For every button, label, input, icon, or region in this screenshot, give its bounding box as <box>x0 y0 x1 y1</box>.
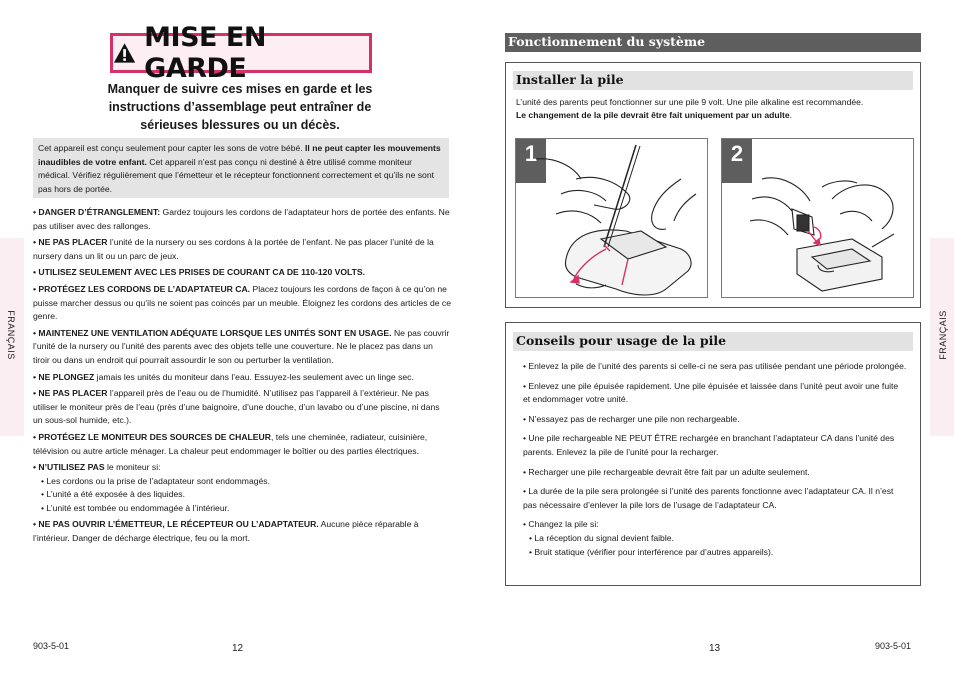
safety-bullet <box>33 266 451 280</box>
change-battery-item: • Bruit statique (vérifier pour interférence par d’autres appareils). <box>529 546 774 557</box>
safety-bullet <box>33 283 451 324</box>
figure-2 <box>721 138 914 298</box>
note-text-a: Cet appareil est conçu seulement pour capter les sons de votre bébé. <box>38 143 306 153</box>
bullet-heading: • PROTÉGEZ LE MONITEUR DES SOURCES DE CHALEUR <box>33 431 271 442</box>
section-title: Fonctionnement du système <box>505 33 921 52</box>
battery-insert-illustration <box>722 139 914 298</box>
battery-bold-text: Le changement de la pile devrait être fait uniquement par un adulte <box>516 110 790 120</box>
bullet-text: l’appareil près de l’eau ou de l’humidité. N’utilisez pas l’appareil à l’extérieur. Ne pas utiliser le moniteur près de l’eau (près d’une baignoire, d’une douche, d’un lavabo ou d’une piscine, ni dans un sous-sol humide, etc.). <box>33 388 440 426</box>
tip-item: • Enlevez une pile épuisée rapidement. Une pile épuisée et laissée dans l’unité peut avoir une fuite et endommager votre unité. <box>523 380 899 405</box>
battery-door-illustration <box>516 139 708 298</box>
safety-bullet-no-use <box>33 461 451 475</box>
battery-text: L’unité des parents peut fonctionner sur une pile 9 volt. Une pile alkaline est recommandée. <box>516 97 864 107</box>
tip-item: • Recharger une pile rechargeable devrait être fait par un adulte seulement. <box>523 466 810 477</box>
warning-intro: Manquer de suivre ces mises en garde et les instructions d’assemblage peut entraîner de sérieuses blessures ou un décès. <box>107 82 373 132</box>
safety-bullet <box>33 236 451 263</box>
note-text-c: Cet appareil n’est pas conçu ni destiné à être utilisé comme moniteur médical. Vérifiez régulièrement que l’émetteur et le récepteur fonctionnent correctement et qu’ils ne sont pas hors de portée. <box>38 156 434 194</box>
tip-item: • La durée de la pile sera prolongée si l’unité des parents fonctionne avec l’adaptateur CA. Il n’est pas nécessaire d’enlever la pile lors de l’usage de l’adaptateur CA. <box>523 486 894 510</box>
safety-bullet <box>33 371 451 385</box>
tip-item: • Une pile rechargeable NE PEUT ÊTRE rechargée en branchant l’adaptateur CA dans l’unité des parents. Enlevez la pile de l’unité pour la recharger. <box>523 433 895 457</box>
warning-title: MISE EN GARDE <box>144 22 266 84</box>
battery-tips-title: Conseils pour usage de la pile <box>513 332 913 351</box>
warning-triangle-icon <box>113 42 136 64</box>
note-bold: Il ne peut capter les mouvements inaudibles de votre enfant. <box>38 143 441 167</box>
figure-number: 2 <box>722 139 752 183</box>
tip-item: • N’essayez pas de recharger une pile non rechargeable. <box>523 413 740 424</box>
bullet-text: Aucune pièce réparable à l’intérieur. Danger de décharge électrique, feu ou la mort. <box>33 519 419 544</box>
bullet-heading: • NE PAS PLACER <box>33 388 108 399</box>
safety-bullet <box>33 387 451 428</box>
left-side-label: FRANÇAIS <box>5 310 16 360</box>
figure-number: 1 <box>516 139 546 183</box>
no-use-item: • Les cordons ou la prise de l’adaptateur sont endommagés. <box>41 475 270 486</box>
safety-bullet <box>33 327 451 368</box>
right-footer-code: 903-5-01 <box>875 641 912 651</box>
battery-install-text <box>516 96 916 122</box>
bullet-text: l’unité de la nursery ou ses cordons à la portée de l’enfant. Ne pas placer l’unité de la nursery dans un lit ou un parc de jeux. <box>33 237 434 261</box>
warning-banner <box>110 22 372 84</box>
battery-tips-list <box>517 360 907 565</box>
usage-note <box>33 138 449 198</box>
tip-item: • Enlevez la pile de l’unité des parents si celle-ci ne sera pas utilisée pendant une période prolongée. <box>523 361 907 371</box>
bullet-heading: • NE PAS OUVRIR L’ÉMETTEUR, LE RÉCEPTEUR OU L’ADAPTATEUR. <box>33 519 319 530</box>
change-battery-item: • La réception du signal devient faible. <box>529 532 674 543</box>
figure-1 <box>515 138 708 298</box>
bullet-heading: • MAINTENEZ UNE VENTILATION ADÉQUATE LORSQUE LES UNITÉS SONT EN USAGE. <box>33 327 392 338</box>
left-page-number: 12 <box>232 643 244 654</box>
no-use-item: • L’unité a été exposée à des liquides. <box>41 489 185 500</box>
safety-bullet <box>33 431 451 458</box>
safety-bullet <box>33 518 451 545</box>
bullet-heading: • NE PLONGEZ <box>33 371 95 382</box>
bullet-text: le moniteur si: <box>104 462 161 473</box>
safety-bullet <box>33 206 451 233</box>
change-battery-intro: • Changez la pile si: <box>523 519 599 530</box>
battery-install-title: Installer la pile <box>513 71 913 90</box>
left-footer-code: 903-5-01 <box>33 641 70 651</box>
bullet-text: Gardez toujours les cordons de l’adaptateur hors de portée des enfants. Ne pas utiliser avec des rallonges. <box>33 207 450 231</box>
bullet-text: Placez toujours les cordons de façon à ce qu’on ne puisse marcher dessus ou qu’ils ne soient pas coincés par un meuble. Éloignez les cordons des articles de ce genre. <box>33 283 451 322</box>
bullet-heading: • NE PAS PLACER <box>33 237 108 248</box>
bullet-heading: • DANGER D’ÉTRANGLEMENT: <box>33 207 161 217</box>
safety-bullets <box>33 206 451 549</box>
no-use-item: • L’unité est tombée ou endommagée à l’intérieur. <box>41 502 230 513</box>
bullet-text: , tels une cheminée, radiateur, cuisinière, télévision ou autre article ménager. La chaleur peut endommager le boîtier ou des parties électriques. <box>33 431 428 456</box>
bullet-text: jamais les unités du moniteur dans l’eau. Essuyez-les seulement avec un linge sec. <box>94 371 414 382</box>
bullet-text: Ne pas couvrir l’unité de la nursery ou l’unité des parents avec des objets telle une couverture. Ne le placez pas dans un tiroir ou dans un endroit qui pourrait assourdir le son ou perturber la ventilation. <box>33 327 450 365</box>
battery-bold-suffix: . <box>789 110 793 120</box>
right-page-number: 13 <box>709 643 721 654</box>
bullet-heading: • PROTÉGEZ LES CORDONS DE L’ADAPTATEUR CA. <box>33 283 251 294</box>
right-side-label: FRANÇAIS <box>937 310 948 360</box>
bullet-heading: • N’UTILISEZ PAS <box>33 462 105 473</box>
bullet-heading: • UTILISEZ SEULEMENT AVEC LES PRISES DE COURANT CA DE 110-120 VOLTS. <box>33 267 366 278</box>
